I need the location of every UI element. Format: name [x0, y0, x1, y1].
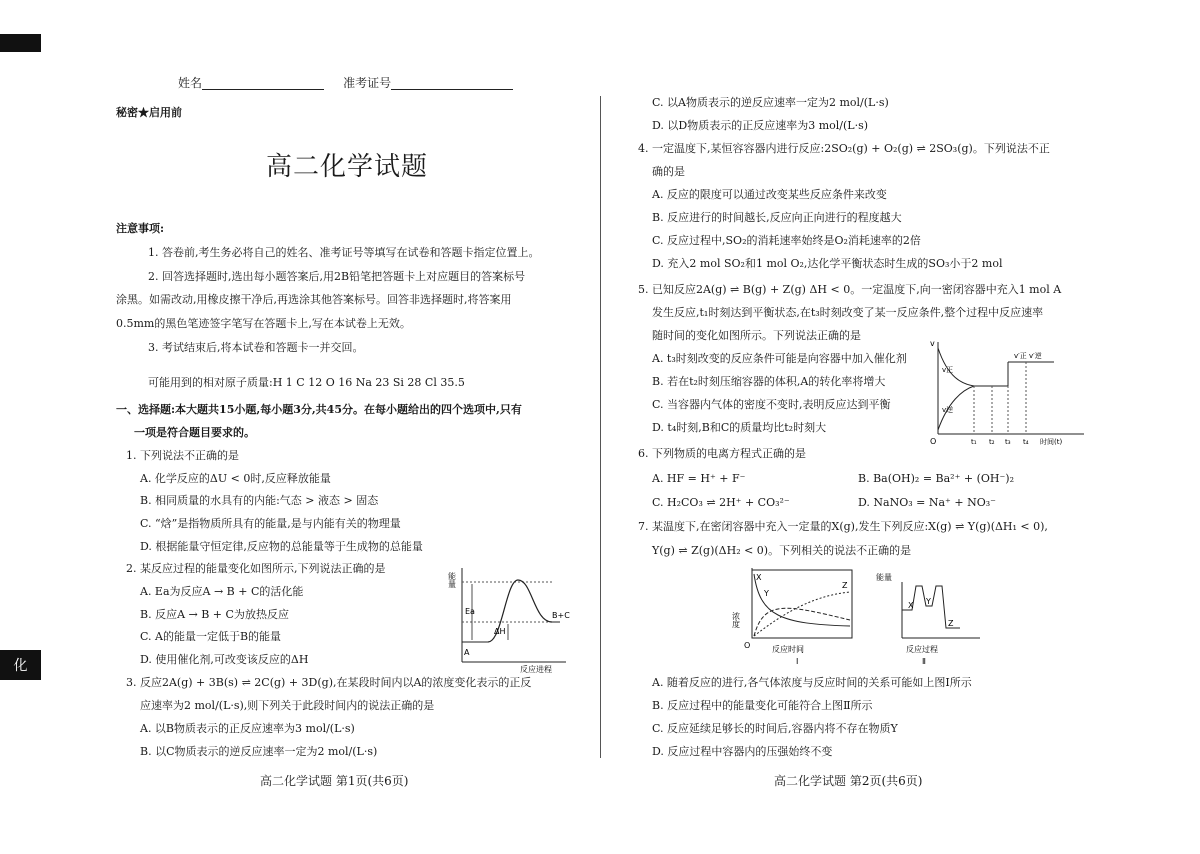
x-axis-label: 反应时间: [772, 645, 804, 654]
q1-option-b: B. 相同质量的水具有的内能:气态 > 液态 > 固态: [140, 494, 379, 507]
q1-option-d: D. 根据能量守恒定律,反应物的总能量等于生成物的总能量: [140, 540, 423, 553]
q5-stem: 5. 已知反应2A(g) ⇌ B(g) + Z(g) ΔH < 0。一定温度下,向一密闭容器中充入1 mol A: [638, 283, 1062, 296]
q5-stem-cont: 发生反应,t₁时刻达到平衡状态,在t₃时刻改变了某一反应条件,整个过程中反应速率: [652, 306, 1044, 319]
q5-rate-time-graph: [928, 338, 1088, 448]
note-2-cont: 涂黑。如需改动,用橡皮擦干净后,再选涂其他答案标号。回答非选择题时,将答案用: [116, 293, 512, 306]
q5-option-a: A. t₃时刻改变的反应条件可能是向容器中加入催化剂: [652, 352, 907, 365]
q1-option-a: A. 化学反应的ΔU < 0时,反应释放能量: [140, 472, 331, 485]
q7-figure-1: [730, 566, 860, 670]
label-x: X: [756, 573, 762, 582]
q5-option-b: B. 若在t₂时刻压缩容器的体积,A的转化率将增大: [652, 375, 886, 388]
q4-option-b: B. 反应进行的时间越长,反应向正向进行的程度越大: [652, 211, 902, 224]
note-1: 1. 答卷前,考生务必将自己的姓名、准考证号等填写在试卷和答题卡指定位置上。: [148, 246, 540, 259]
q4-stem-cont: 确的是: [652, 165, 685, 178]
page-2-footer: 高二化学试题 第2页(共6页): [774, 774, 923, 788]
note-2: 2. 回答选择题时,选出每小题答案后,用2B铅笔把答题卡上对应题目的答案标号: [148, 270, 526, 283]
x-axis-label: 反应进程: [520, 665, 552, 674]
label-z: Z: [948, 619, 954, 628]
subject-tab: 化: [0, 650, 41, 680]
q7-option-b: B. 反应过程中的能量变化可能符合上图Ⅱ所示: [652, 699, 873, 712]
page-divider: [600, 96, 601, 758]
atomic-masses: 可能用到的相对原子质量:H 1 C 12 O 16 Na 23 Si 28 Cl 35.5: [148, 376, 465, 389]
side-marker-bar: [0, 34, 41, 52]
q7-option-d: D. 反应过程中容器内的压强始终不变: [652, 745, 833, 758]
q2-option-b: B. 反应A → B + C为放热反应: [140, 608, 289, 621]
exam-header: [178, 76, 513, 90]
curve-z: [754, 592, 850, 636]
q6-option-d: D. NaNO₃ = Na⁺ + NO₃⁻: [858, 496, 996, 509]
q7-stem: 7. 某温度下,在密闭容器中充入一定量的X(g),发生下列反应:X(g) ⇌ Y(g)(ΔH₁ < 0),: [638, 520, 1048, 533]
v-new-label: v′正 v′逆: [1014, 352, 1042, 360]
label-y: Y: [926, 597, 931, 606]
y-axis-label: 浓度: [731, 612, 741, 628]
label-z: Z: [842, 581, 848, 590]
q1-stem: 1. 下列说法不正确的是: [126, 449, 239, 462]
y-axis-label: 能量: [876, 573, 892, 582]
reactant-label: A: [464, 648, 470, 657]
fig2-caption: Ⅱ: [922, 657, 926, 666]
tick-t4: t₄: [1023, 438, 1029, 446]
plot-frame: [752, 570, 852, 638]
section-title-cont: 一项是符合题目要求的。: [134, 426, 255, 439]
notice-title: 注意事项:: [116, 222, 165, 235]
name-label: 姓名: [178, 76, 203, 90]
product-label: B+C: [552, 611, 570, 620]
q3-option-d: D. 以D物质表示的正反应速率为3 mol/(L·s): [652, 119, 869, 132]
origin-label: O: [744, 641, 751, 650]
q3-option-c: C. 以A物质表示的逆反应速率一定为2 mol/(L·s): [652, 96, 889, 109]
q6-option-b: B. Ba(OH)₂ = Ba²⁺ + (OH⁻)₂: [858, 472, 1015, 485]
q2-energy-diagram: [442, 562, 572, 674]
dh-label: ΔH: [494, 627, 506, 636]
v-reverse-label: v逆: [942, 406, 954, 414]
fig1-caption: Ⅰ: [796, 657, 799, 666]
tick-t1: t₁: [971, 438, 977, 446]
q6-stem: 6. 下列物质的电离方程式正确的是: [638, 447, 806, 460]
y-axis-label: v: [930, 339, 935, 348]
label-y: Y: [764, 589, 769, 598]
q3-stem: 3. 反应2A(g) + 3B(s) ⇌ 2C(g) + 3D(g),在某段时间内以A的浓度变化表示的正反: [126, 676, 532, 689]
label-x: X: [908, 601, 914, 610]
x-axis-label: 时间(t): [1040, 438, 1063, 446]
name-blank[interactable]: [202, 77, 324, 90]
q4-option-d: D. 充入2 mol SO₂和1 mol O₂,达化学平衡状态时生成的SO₃小于2 mol: [652, 257, 1003, 270]
note-2-cont2: 0.5mm的黑色笔迹签字笔写在答题卡上,写在本试卷上无效。: [116, 317, 411, 330]
q4-stem: 4. 一定温度下,某恒容容器内进行反应:2SO₂(g) + O₂(g) ⇌ 2SO₃(g)。下列说法不正: [638, 142, 1050, 155]
tick-t2: t₂: [989, 438, 995, 446]
note-3: 3. 考试结束后,将本试卷和答题卡一并交回。: [148, 341, 364, 354]
q7-figure-2: [876, 566, 986, 670]
q2-stem: 2. 某反应过程的能量变化如图所示,下列说法正确的是: [126, 562, 386, 575]
secret-label: 秘密★启用前: [116, 106, 182, 119]
q5-option-c: C. 当容器内气体的密度不变时,表明反应达到平衡: [652, 398, 891, 411]
q3-option-a: A. 以B物质表示的正反应速率为3 mol/(L·s): [140, 722, 355, 735]
section-title: 一、选择题:本大题共15小题,每小题3分,共45分。在每小题给出的四个选项中,只有: [116, 403, 522, 416]
q2-option-d: D. 使用催化剂,可改变该反应的ΔH: [140, 653, 309, 666]
q4-option-c: C. 反应过程中,SO₂的消耗速率始终是O₂消耗速率的2倍: [652, 234, 921, 247]
q2-option-c: C. A的能量一定低于B的能量: [140, 630, 282, 643]
q3-stem-cont: 应速率为2 mol/(L·s),则下列关于此段时间内的说法正确的是: [140, 699, 435, 712]
q5-stem-cont2: 随时间的变化如图所示。下列说法正确的是: [652, 329, 861, 342]
origin-label: O: [930, 437, 937, 446]
q1-option-c: C. “焓”是指物质所具有的能量,是与内能有关的物理量: [140, 517, 401, 530]
q3-option-b: B. 以C物质表示的逆反应速率一定为2 mol/(L·s): [140, 745, 378, 758]
x-axis-label: 反应过程: [906, 645, 938, 654]
q4-option-a: A. 反应的限度可以通过改变某些反应条件来改变: [652, 188, 887, 201]
exam-no-label: 准考证号: [343, 76, 392, 90]
ea-label: Ea: [465, 607, 475, 616]
q6-option-c: C. H₂CO₃ ⇌ 2H⁺ + CO₃²⁻: [652, 496, 790, 509]
q7-option-a: A. 随着反应的进行,各气体浓度与反应时间的关系可能如上图Ⅰ所示: [652, 676, 972, 689]
tick-t3: t₃: [1005, 438, 1011, 446]
v-forward-label: v正: [942, 366, 954, 374]
q7-stem-cont: Y(g) ⇌ Z(g)(ΔH₂ < 0)。下列相关的说法不正确的是: [652, 544, 912, 557]
q7-option-c: C. 反应延续足够长的时间后,容器内将不存在物质Y: [652, 722, 898, 735]
q5-option-d: D. t₄时刻,B和C的质量均比t₂时刻大: [652, 421, 827, 434]
page-title: 高二化学试题: [266, 152, 429, 182]
exam-no-blank[interactable]: [391, 77, 513, 90]
page-1-footer: 高二化学试题 第1页(共6页): [260, 774, 409, 788]
q6-option-a: A. HF = H⁺ + F⁻: [652, 472, 746, 485]
curve-x: [754, 574, 850, 626]
q2-option-a: A. Ea为反应A → B + C的活化能: [140, 585, 304, 598]
y-axis-label: 能量: [447, 572, 457, 588]
